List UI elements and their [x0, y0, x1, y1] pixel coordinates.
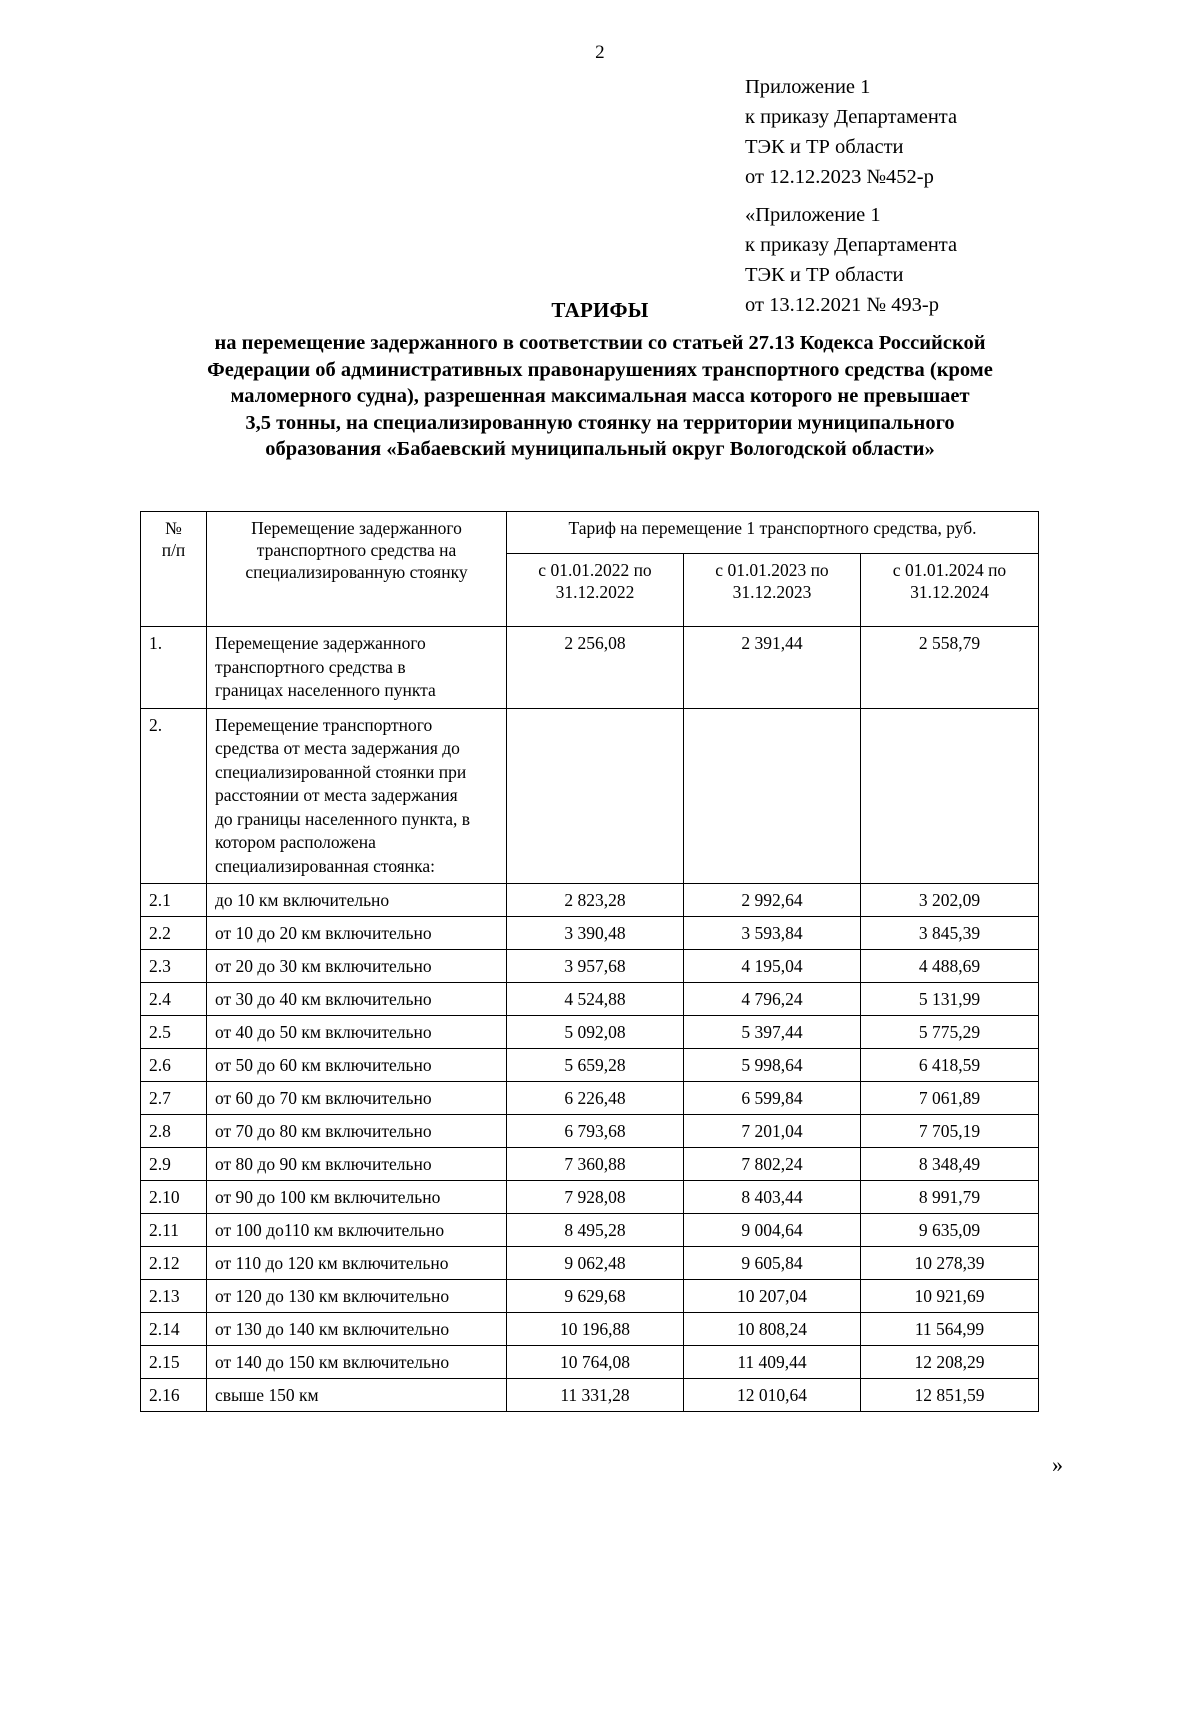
description-line: расстоянии от места задержания — [215, 785, 458, 805]
tariff-value-3: 4 488,69 — [861, 950, 1039, 983]
table-row — [141, 1148, 1039, 1181]
row-index: 2.12 — [141, 1247, 207, 1280]
tariff-value-1: 10 764,08 — [507, 1346, 684, 1379]
description-line: границах населенного пункта — [215, 680, 436, 700]
row-index: 2.11 — [141, 1214, 207, 1247]
tariff-value-1: 3 390,48 — [507, 917, 684, 950]
description-line: от 120 до 130 км включительно — [215, 1286, 450, 1306]
row-index: 2.3 — [141, 950, 207, 983]
tariff-value-1: 10 196,88 — [507, 1313, 684, 1346]
row-description — [207, 1049, 507, 1082]
description-line: транспортного средства в — [215, 656, 406, 677]
table-row — [141, 983, 1039, 1016]
description-line: специализированная стоянка: — [215, 855, 436, 876]
table-row — [141, 1379, 1039, 1412]
header-period-1 — [507, 554, 684, 627]
table-row — [141, 1016, 1039, 1049]
description-line: от 80 до 90 км включительно — [215, 1154, 432, 1174]
row-index: 2.14 — [141, 1313, 207, 1346]
table-row — [141, 708, 1039, 884]
table-row — [141, 950, 1039, 983]
tariff-value-3: 6 418,59 — [861, 1049, 1039, 1082]
title-line: 3,5 тонны, на специализированную стоянку на территории муниципального — [245, 411, 955, 434]
tariff-value-2: 4 796,24 — [684, 983, 861, 1016]
row-index: 2.1 — [141, 884, 207, 917]
description-line: от 100 до110 км включительно — [215, 1220, 445, 1240]
title-line: Федерации об административных правонарушениях транспортного средства (кроме — [207, 358, 993, 381]
table-header-row — [141, 512, 1039, 554]
description-line: Перемещение задержанного — [215, 633, 426, 653]
description-line: от 60 до 70 км включительно — [215, 1088, 432, 1108]
tariff-value-3: 3 202,09 — [861, 884, 1039, 917]
table-row — [141, 1049, 1039, 1082]
row-index: 2.6 — [141, 1049, 207, 1082]
closing-quote-mark: » — [1052, 1452, 1063, 1477]
tariff-table — [140, 511, 1039, 1412]
tariff-value-2: 9 004,64 — [684, 1214, 861, 1247]
row-index: 2.5 — [141, 1016, 207, 1049]
table-row — [141, 1082, 1039, 1115]
row-description — [207, 1214, 507, 1247]
tariff-value-2: 8 403,44 — [684, 1181, 861, 1214]
approval-line: от 13.12.2021 № 493-р — [745, 294, 939, 316]
tariff-value-1: 6 226,48 — [507, 1082, 684, 1115]
description-line: средства от места задержания до — [215, 738, 460, 758]
tariff-value-1: 6 793,68 — [507, 1115, 684, 1148]
period-line2: 31.12.2024 — [910, 582, 989, 602]
row-description — [207, 708, 507, 884]
tariff-value-1: 8 495,28 — [507, 1214, 684, 1247]
tariff-value-1: 7 928,08 — [507, 1181, 684, 1214]
approval-line: к приказу Департамента — [745, 234, 958, 256]
table-row — [141, 884, 1039, 917]
period-line1: с 01.01.2024 по — [892, 560, 1007, 580]
tariff-value-3: 3 845,39 — [861, 917, 1039, 950]
title-line: маломерного судна), разрешенная максимальная масса которого не превышает — [230, 385, 970, 407]
table-row — [141, 1181, 1039, 1214]
page-number: 2 — [595, 42, 605, 63]
table-row — [141, 917, 1039, 950]
table-row — [141, 1247, 1039, 1280]
table-row — [141, 627, 1039, 709]
row-index: 2.15 — [141, 1346, 207, 1379]
period-line1: с 01.01.2023 по — [715, 560, 829, 580]
tariff-value-3: 8 991,79 — [861, 1181, 1039, 1214]
tariff-value-2: 3 593,84 — [684, 917, 861, 950]
tariff-value-3: 10 278,39 — [861, 1247, 1039, 1280]
header-no-line2: п/п — [161, 540, 186, 560]
header-no — [141, 512, 207, 627]
title-line: образования «Бабаевский муниципальный округ Вологодской области» — [265, 438, 935, 460]
header-no-line1: № — [165, 518, 182, 538]
tariff-value-3: 11 564,99 — [861, 1313, 1039, 1346]
header-description — [207, 512, 507, 627]
approval-line: ТЭК и ТР области — [745, 264, 904, 286]
tariff-value-1 — [507, 708, 684, 884]
row-index: 2.13 — [141, 1280, 207, 1313]
description-line: специализированной стоянки при — [215, 761, 467, 782]
tariff-value-2: 4 195,04 — [684, 950, 861, 983]
row-description — [207, 1247, 507, 1280]
tariff-value-2: 12 010,64 — [684, 1379, 861, 1412]
table-row — [141, 1115, 1039, 1148]
approval-line: от 12.12.2023 №452-р — [745, 166, 934, 188]
table-body — [141, 627, 1039, 1412]
tariff-value-3: 2 558,79 — [861, 627, 1039, 709]
description-line: от 20 до 30 км включительно — [215, 956, 432, 976]
approval-line: к приказу Департамента — [745, 106, 958, 128]
description-line: Перемещение транспортного — [215, 714, 433, 735]
description-line: от 130 до 140 км включительно — [215, 1319, 450, 1339]
row-description — [207, 1148, 507, 1181]
row-description — [207, 1082, 507, 1115]
row-description — [207, 1379, 507, 1412]
description-line: от 140 до 150 км включительно — [215, 1352, 450, 1372]
tariff-value-3: 5 775,29 — [861, 1016, 1039, 1049]
period-line1: с 01.01.2022 по — [538, 560, 652, 580]
approval-line: Приложение 1 — [745, 76, 871, 98]
table-row — [141, 1313, 1039, 1346]
header-desc-line1: Перемещение задержанного — [251, 518, 462, 538]
row-description — [207, 950, 507, 983]
row-description — [207, 1016, 507, 1049]
page-title: ТАРИФЫ — [551, 298, 649, 322]
tariff-value-2: 6 599,84 — [684, 1082, 861, 1115]
tariff-value-2: 9 605,84 — [684, 1247, 861, 1280]
description-line: до границы населенного пункта, в — [215, 808, 471, 829]
row-index: 2.4 — [141, 983, 207, 1016]
tariff-value-3: 8 348,49 — [861, 1148, 1039, 1181]
header-tariff-group: Тариф на перемещение 1 транспортного средства, руб. — [507, 512, 1039, 554]
tariff-value-2: 7 201,04 — [684, 1115, 861, 1148]
row-index: 2. — [141, 708, 207, 884]
tariff-value-1: 11 331,28 — [507, 1379, 684, 1412]
approval-line: ТЭК и ТР области — [745, 136, 904, 158]
title-subtitle — [128, 330, 1072, 463]
row-description — [207, 1346, 507, 1379]
header-period-3 — [861, 554, 1039, 627]
description-line: от 70 до 80 км включительно — [215, 1121, 432, 1141]
tariff-value-1: 2 823,28 — [507, 884, 684, 917]
tariff-value-2: 5 397,44 — [684, 1016, 861, 1049]
tariff-value-3: 7 061,89 — [861, 1082, 1039, 1115]
tariff-value-2: 2 391,44 — [684, 627, 861, 709]
description-line: свыше 150 км — [215, 1385, 319, 1405]
row-description — [207, 1181, 507, 1214]
row-description — [207, 627, 507, 709]
tariff-value-3 — [861, 708, 1039, 884]
period-line2: 31.12.2022 — [555, 582, 635, 602]
tariff-value-2 — [684, 708, 861, 884]
description-line: от 30 до 40 км включительно — [215, 989, 432, 1009]
tariff-value-1: 5 092,08 — [507, 1016, 684, 1049]
tariff-value-3: 12 851,59 — [861, 1379, 1039, 1412]
header-desc-line2: транспортного средства на — [256, 540, 457, 560]
tariff-value-2: 10 207,04 — [684, 1280, 861, 1313]
header-period-2 — [684, 554, 861, 627]
description-line: до 10 км включительно — [215, 890, 390, 910]
approval-line: «Приложение 1 — [745, 204, 881, 226]
row-index: 2.9 — [141, 1148, 207, 1181]
description-line: от 40 до 50 км включительно — [215, 1022, 432, 1042]
tariff-value-1: 3 957,68 — [507, 950, 684, 983]
tariff-value-2: 11 409,44 — [684, 1346, 861, 1379]
tariff-value-1: 4 524,88 — [507, 983, 684, 1016]
row-description — [207, 884, 507, 917]
row-description — [207, 1115, 507, 1148]
row-index: 2.2 — [141, 917, 207, 950]
tariff-value-1: 2 256,08 — [507, 627, 684, 709]
row-description — [207, 1313, 507, 1346]
description-line: от 90 до 100 км включительно — [215, 1187, 441, 1207]
description-line: от 50 до 60 км включительно — [215, 1055, 432, 1075]
tariff-value-3: 5 131,99 — [861, 983, 1039, 1016]
tariff-value-3: 10 921,69 — [861, 1280, 1039, 1313]
row-index: 2.10 — [141, 1181, 207, 1214]
tariff-value-2: 5 998,64 — [684, 1049, 861, 1082]
tariff-value-1: 7 360,88 — [507, 1148, 684, 1181]
row-index: 1. — [141, 627, 207, 709]
tariff-value-2: 7 802,24 — [684, 1148, 861, 1181]
row-index: 2.16 — [141, 1379, 207, 1412]
row-description — [207, 917, 507, 950]
period-line2: 31.12.2023 — [732, 582, 812, 602]
approval-block-first — [745, 72, 1165, 192]
title-line: на перемещение задержанного в соответствии со статьей 27.13 Кодекса Российской — [214, 332, 986, 354]
table-row — [141, 1280, 1039, 1313]
table-row — [141, 1214, 1039, 1247]
tariff-value-1: 9 629,68 — [507, 1280, 684, 1313]
row-index: 2.7 — [141, 1082, 207, 1115]
description-line: от 10 до 20 км включительно — [215, 923, 432, 943]
tariff-value-1: 9 062,48 — [507, 1247, 684, 1280]
description-line: от 110 до 120 км включительно — [215, 1253, 449, 1273]
tariff-value-1: 5 659,28 — [507, 1049, 684, 1082]
row-description — [207, 983, 507, 1016]
row-description — [207, 1280, 507, 1313]
table-row — [141, 1346, 1039, 1379]
tariff-value-3: 12 208,29 — [861, 1346, 1039, 1379]
header-desc-line3: специализированную стоянку — [245, 562, 468, 582]
row-index: 2.8 — [141, 1115, 207, 1148]
tariff-value-3: 9 635,09 — [861, 1214, 1039, 1247]
tariff-value-2: 2 992,64 — [684, 884, 861, 917]
tariff-value-2: 10 808,24 — [684, 1313, 861, 1346]
description-line: котором расположена — [215, 832, 376, 852]
tariff-value-3: 7 705,19 — [861, 1115, 1039, 1148]
